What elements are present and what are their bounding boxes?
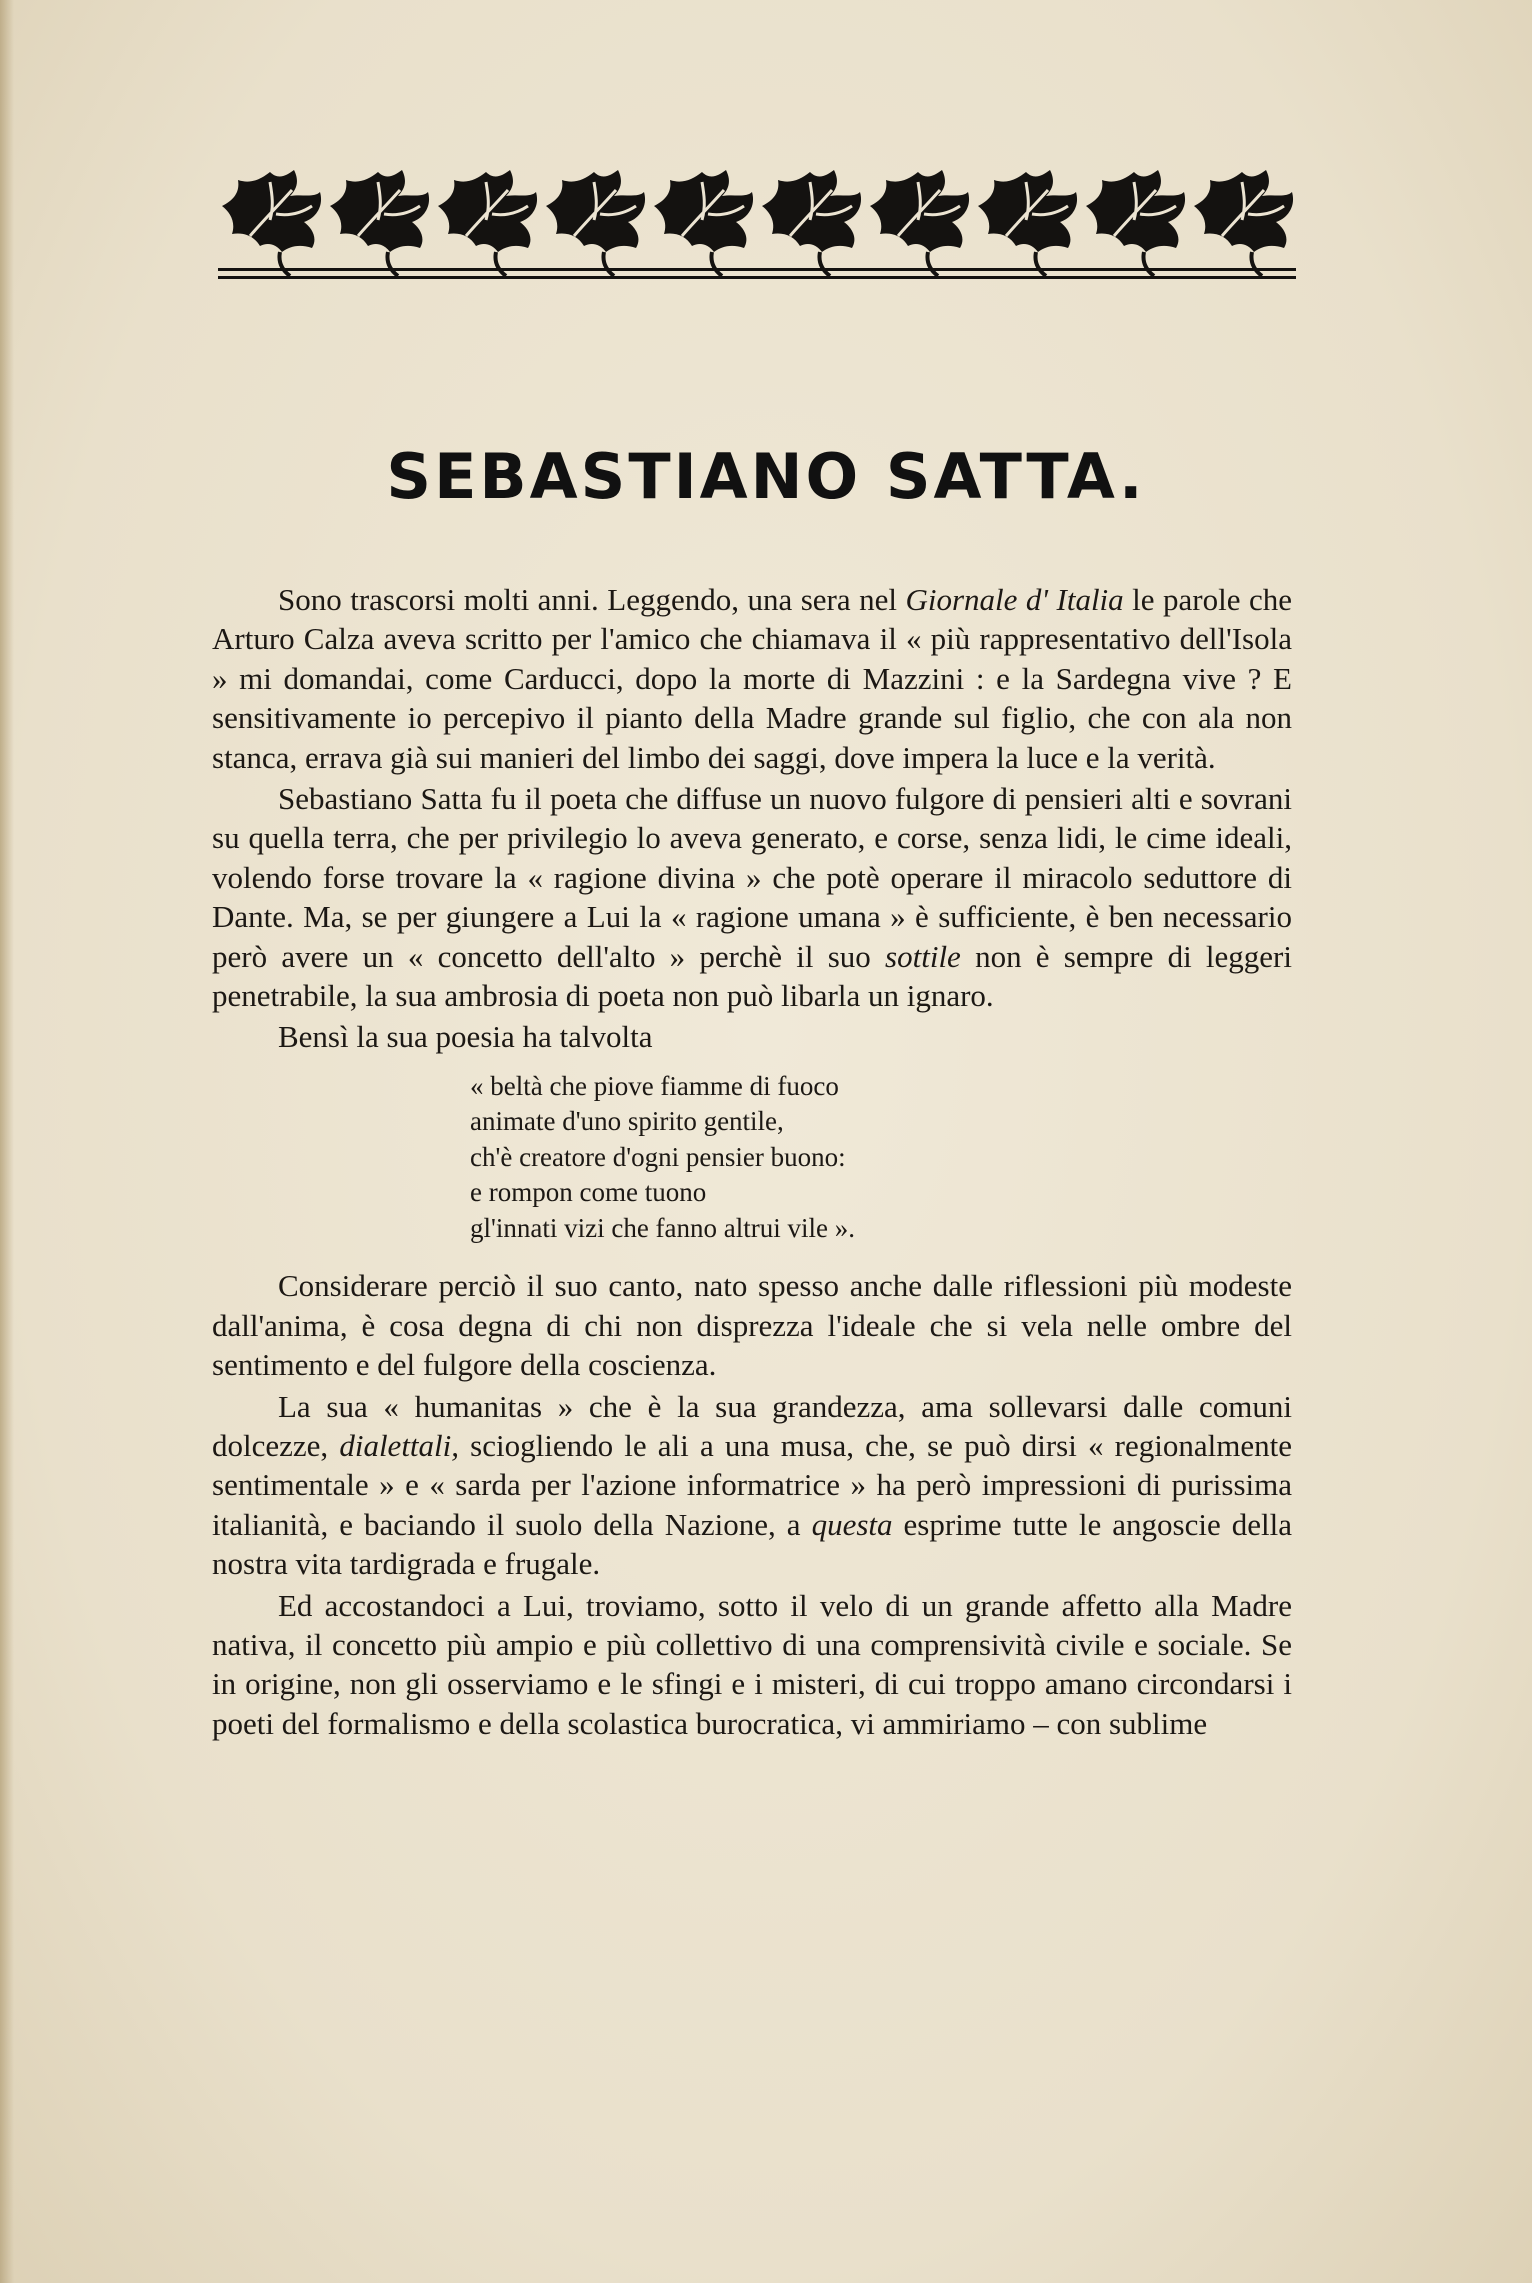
- body-text: [212, 580, 1292, 1743]
- leaf-row: [222, 170, 1293, 276]
- italic-run: dialettali,: [339, 1428, 460, 1463]
- verse-line: e rompon come tuono: [470, 1177, 707, 1208]
- rule-lower: [218, 276, 1296, 279]
- text-run: Ed accostandoci a Lui, troviamo, sotto il velo di un grande affetto alla Madre nativa, il concetto più ampio e più collettivo di una comprensività civile e sociale. Se in origine, non gli osserviamo e le sfingi e i misteri, di cui troppo amano circondarsi i poeti del formalismo e della scolastica burocratica, vi ammiriamo – con sublime: [212, 1587, 1292, 1741]
- text-run: Sebastiano Satta fu il poeta che diffuse un nuovo fulgore di pensieri alti e sovrani su quella terra, che per privilegio lo aveva generato, e corse, senza lidi, le cime ideali, volendo forse trovare la « ragione divina » che potè operare il miracolo seduttore di Dante. Ma, se per giungere a Lui la « ragione umana » è sufficiente, è ben necessario però avere un « concetto dell'alto » perchè il suo: [212, 781, 1292, 974]
- paragraph-3: [212, 1017, 1292, 1056]
- paragraph-6: [212, 1586, 1292, 1744]
- verse-line: ch'è creatore d'ogni pensier buono:: [470, 1141, 846, 1172]
- paragraph-4: [212, 1266, 1292, 1384]
- ivy-border-graphic: [218, 160, 1296, 282]
- text-run: le parole che Arturo Calza aveva scritto per l'amico che chiamava il « più rappresentativo dell'Isola » mi domandai, come Carducci, dopo la morte di Mazzini : e la Sardegna vive ? E sensitivamente io percepivo il pianto della Madre grande sul figlio, che con ala non stanca, errava già sui manieri del limbo dei saggi, dove impera la luce e la verità.: [212, 582, 1292, 775]
- italic-run: sottile: [885, 938, 961, 974]
- text-run: Considerare perciò il suo canto, nato spesso anche dalle riflessioni più modeste dall'anima, è cosa degna di chi non disprezza l'ideale che si vela nelle ombre del sentimento e del fulgore della coscienza.: [212, 1268, 1292, 1383]
- verse-line: gl'innati vizi che fanno altrui vile ».: [470, 1212, 856, 1243]
- text-run: sciogliendo le ali a una musa, che, se può dirsi « regionalmente sentimentale » e « sarda per l'azione informatrice » ha però impressioni di purissima italianità, e baciando il suolo della Nazione, a: [212, 1428, 1292, 1542]
- rule-upper: [218, 268, 1296, 271]
- text-run: La sua « humanitas » che è la sua grandezza, ama sollevarsi dalle comuni dolcezze,: [212, 1388, 1292, 1463]
- italic-run: questa: [811, 1506, 893, 1542]
- page-edge: [0, 0, 14, 2283]
- page-title: SEBASTIANO SATTA.: [386, 440, 1146, 513]
- verse-quote: [470, 1069, 1292, 1247]
- verse-line: animate d'uno spirito gentile,: [470, 1106, 784, 1137]
- text-run: esprime tutte le angoscie della nostra vita tardigrada e frugale.: [212, 1506, 1292, 1582]
- text-run: non è sempre di leggeri penetrabile, la sua ambrosia di poeta non può libarla un ignaro.: [212, 938, 1292, 1014]
- verse-line: « beltà che piove fiamme di fuoco: [470, 1070, 839, 1101]
- paragraph-2: [212, 779, 1292, 1015]
- italic-run: Giornale d' Italia: [905, 582, 1124, 617]
- ivy-leaf-border: [218, 160, 1296, 282]
- text-run: Sono trascorsi molti anni. Leggendo, una sera nel: [278, 582, 906, 617]
- paragraph-1: [212, 580, 1292, 777]
- paragraph-5: [212, 1387, 1292, 1584]
- text-run: Bensì la sua poesia ha talvolta: [278, 1019, 653, 1055]
